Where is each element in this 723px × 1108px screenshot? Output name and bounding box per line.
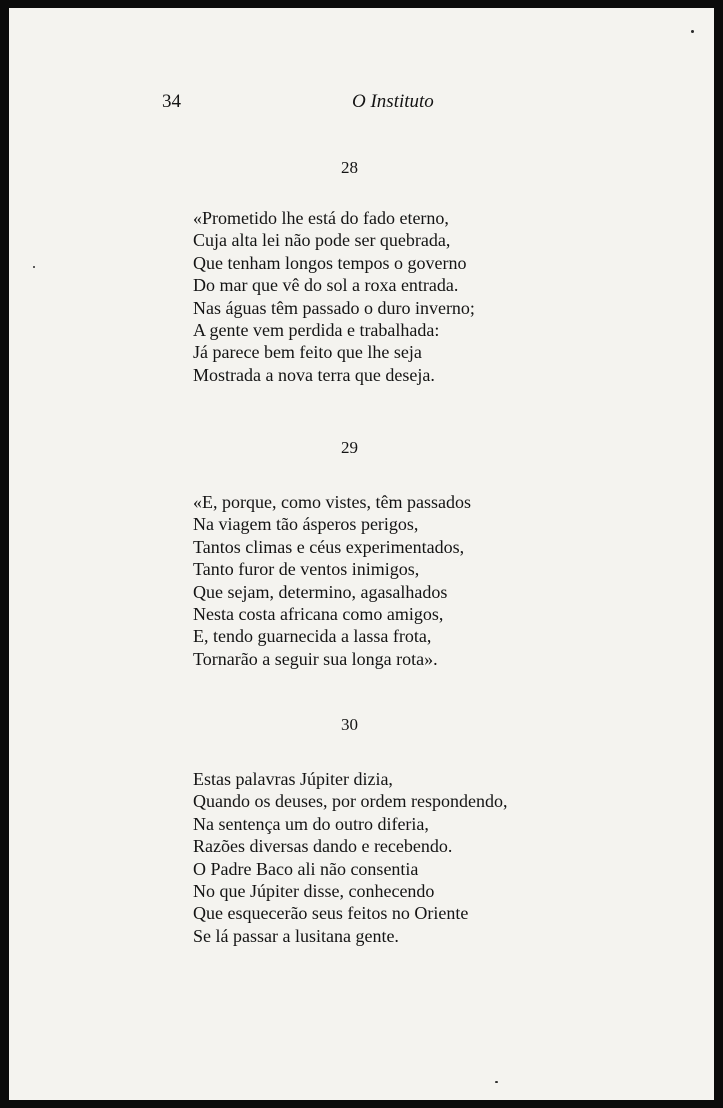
verse-line: O Padre Baco ali não consentia — [193, 858, 419, 879]
verse-line: Na sentença um do outro diferia, — [193, 813, 429, 834]
verse-line: Razões diversas dando e recebendo. — [193, 836, 453, 857]
scan-speck — [33, 266, 35, 268]
book-page — [9, 8, 714, 1100]
verse-line: Tornarão a seguir sua longa rota». — [193, 648, 438, 669]
verse-line: No que Júpiter disse, conhecendo — [193, 880, 435, 901]
verse-line: Que esquecerão seus feitos no Oriente — [193, 903, 469, 924]
verse-line: Nesta costa africana como amigos, — [193, 603, 444, 624]
verse-line: Tanto furor de ventos inimigos, — [193, 559, 420, 580]
verse-line: Cuja alta lei não pode ser quebrada, — [193, 230, 451, 251]
verse-line: Na viagem tão ásperos perigos, — [193, 514, 419, 535]
page-number: 34 — [162, 91, 181, 112]
verse-line: Nas águas têm passado o duro inverno; — [193, 297, 475, 318]
verse-line: «Prometido lhe está do fado eterno, — [193, 208, 449, 228]
verse-line: A gente vem perdida e trabalhada: — [193, 319, 440, 340]
verse-line: Estas palavras Júpiter dizia, — [193, 769, 393, 789]
stanza-29 — [193, 491, 471, 670]
stanza-number: 29 — [341, 438, 358, 457]
verse-line: Que tenham longos tempos o governo — [193, 252, 467, 273]
running-title: O Instituto — [352, 91, 434, 112]
verse-line: Do mar que vê do sol a roxa entrada. — [193, 275, 459, 296]
stanza-30 — [193, 768, 507, 947]
verse-line: Que sejam, determino, agasalhados — [193, 581, 448, 602]
scan-speck — [495, 1081, 498, 1083]
verse-line: E, tendo guarnecida a lassa frota, — [193, 626, 432, 647]
stanza-number: 28 — [341, 158, 358, 177]
verse-line: Mostrada a nova terra que deseja. — [193, 364, 435, 385]
stanza-28 — [193, 207, 475, 386]
verse-line: Quando os deuses, por ordem respondendo, — [193, 791, 508, 812]
verse-line: «E, porque, como vistes, têm passados — [193, 492, 471, 512]
scan-speck — [691, 30, 694, 33]
verse-line: Se lá passar a lusitana gente. — [193, 925, 399, 946]
verse-line: Já parece bem feito que lhe seja — [193, 342, 422, 363]
verse-line: Tantos climas e céus experimentados, — [193, 536, 465, 557]
stanza-number: 30 — [341, 715, 358, 734]
